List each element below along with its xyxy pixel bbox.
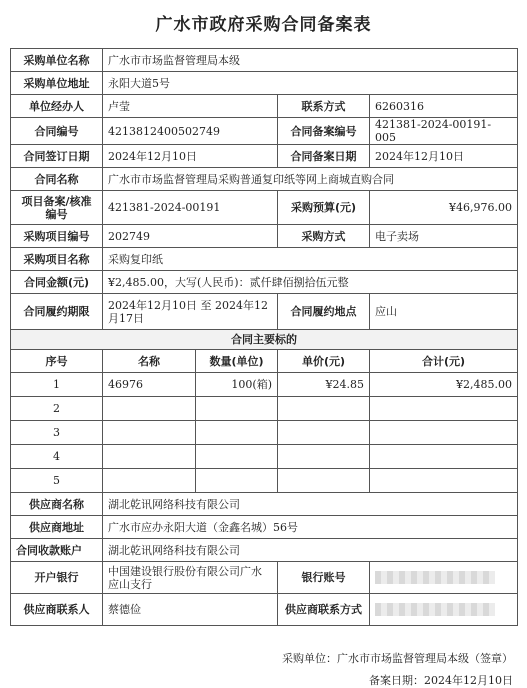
item-no: 4 xyxy=(11,445,103,469)
item-price xyxy=(278,469,370,493)
value-sign-date: 2024年12月10日 xyxy=(103,145,278,168)
value-procurement-method: 电子卖场 xyxy=(370,225,518,248)
value-buyer-address: 永阳大道5号 xyxy=(103,72,518,95)
value-bank-account xyxy=(370,562,518,594)
value-performance-period: 2024年12月10日 至 2024年12月17日 xyxy=(103,294,278,330)
label-handler: 单位经办人 xyxy=(11,95,103,118)
label-sign-date: 合同签订日期 xyxy=(11,145,103,168)
label-filing-no: 合同备案编号 xyxy=(278,118,370,145)
value-project-no: 421381-2024-00191 xyxy=(103,191,278,225)
label-procurement-name: 采购项目名称 xyxy=(11,248,103,271)
item-quantity xyxy=(196,397,278,421)
item-name xyxy=(103,397,196,421)
label-contact: 联系方式 xyxy=(278,95,370,118)
item-no: 5 xyxy=(11,469,103,493)
label-filing-date: 合同备案日期 xyxy=(278,145,370,168)
value-buyer: 广水市市场监督管理局本级 xyxy=(103,49,518,72)
label-payee-account: 合同收款账户 xyxy=(11,539,103,562)
item-name xyxy=(103,421,196,445)
item-price xyxy=(278,445,370,469)
value-filing-no: 421381-2024-00191-005 xyxy=(370,118,518,145)
value-procurement-no: 202749 xyxy=(103,225,278,248)
label-supplier-phone: 供应商联系方式 xyxy=(278,594,370,626)
item-no: 3 xyxy=(11,421,103,445)
label-buyer: 采购单位名称 xyxy=(11,49,103,72)
section-main-items: 合同主要标的 xyxy=(11,330,518,350)
label-contract-amount: 合同金额(元) xyxy=(11,271,103,294)
label-buyer-address: 采购单位地址 xyxy=(11,72,103,95)
item-quantity xyxy=(196,445,278,469)
items-header-name: 名称 xyxy=(103,350,196,373)
redacted-account xyxy=(375,571,495,584)
table-row xyxy=(11,397,518,421)
items-header-quantity: 数量(单位) xyxy=(196,350,278,373)
label-bank-account: 银行账号 xyxy=(278,562,370,594)
document-title: 广水市政府采购合同备案表 xyxy=(155,15,372,35)
label-performance-period: 合同履约期限 xyxy=(11,294,103,330)
value-handler: 卢莹 xyxy=(103,95,278,118)
value-filing-date: 2024年12月10日 xyxy=(370,145,518,168)
value-procurement-name: 采购复印纸 xyxy=(103,248,518,271)
label-supplier-contact: 供应商联系人 xyxy=(11,594,103,626)
value-bank: 中国建设银行股份有限公司广水应山支行 xyxy=(103,562,278,594)
item-name xyxy=(103,445,196,469)
item-no: 2 xyxy=(11,397,103,421)
footer-unit: 采购单位：广水市市场监督管理局本级（签章） xyxy=(282,652,513,665)
item-price: ¥24.85 xyxy=(278,373,370,397)
label-procurement-method: 采购方式 xyxy=(278,225,370,248)
label-supplier: 供应商名称 xyxy=(11,493,103,516)
value-supplier-address: 广水市应办永阳大道（金鑫名城）56号 xyxy=(103,516,518,539)
table-row xyxy=(11,445,518,469)
label-project-no: 项目备案/核准编号 xyxy=(11,191,103,225)
label-bank: 开户银行 xyxy=(11,562,103,594)
item-price xyxy=(278,421,370,445)
items-header-total: 合计(元) xyxy=(370,350,518,373)
value-performance-place: 应山 xyxy=(370,294,518,330)
item-total xyxy=(370,469,518,493)
table-row xyxy=(11,421,518,445)
item-total xyxy=(370,397,518,421)
item-quantity: 100(箱) xyxy=(196,373,278,397)
value-supplier-contact: 蔡德俭 xyxy=(103,594,278,626)
label-budget: 采购预算(元) xyxy=(278,191,370,225)
items-header-price: 单价(元) xyxy=(278,350,370,373)
item-quantity xyxy=(196,421,278,445)
redacted-phone xyxy=(375,603,495,616)
footer-date: 备案日期：2024年12月10日 xyxy=(369,674,513,687)
item-total xyxy=(370,421,518,445)
table-row xyxy=(11,469,518,493)
value-budget: ¥46,976.00 xyxy=(370,191,518,225)
item-name: 46976 xyxy=(103,373,196,397)
label-contract-no: 合同编号 xyxy=(11,118,103,145)
label-contract-name: 合同名称 xyxy=(11,168,103,191)
value-supplier-phone xyxy=(370,594,518,626)
value-contract-name: 广水市市场监督管理局采购普通复印纸等网上商城直购合同 xyxy=(103,168,518,191)
label-performance-place: 合同履约地点 xyxy=(278,294,370,330)
item-total xyxy=(370,445,518,469)
table-row xyxy=(11,373,518,397)
item-price xyxy=(278,397,370,421)
value-contract-amount: ¥2,485.00，大写(人民币)：贰仟肆佰捌拾伍元整 xyxy=(103,271,518,294)
value-contract-no: 4213812400502749 xyxy=(103,118,278,145)
value-contact: 6260316 xyxy=(370,95,518,118)
label-supplier-address: 供应商地址 xyxy=(11,516,103,539)
value-supplier: 湖北乾讯网络科技有限公司 xyxy=(103,493,518,516)
label-procurement-no: 采购项目编号 xyxy=(11,225,103,248)
item-no: 1 xyxy=(11,373,103,397)
item-name xyxy=(103,469,196,493)
item-total: ¥2,485.00 xyxy=(370,373,518,397)
value-payee-account: 湖北乾讯网络科技有限公司 xyxy=(103,539,518,562)
items-header-no: 序号 xyxy=(11,350,103,373)
filing-form-table xyxy=(10,48,518,626)
item-quantity xyxy=(196,469,278,493)
